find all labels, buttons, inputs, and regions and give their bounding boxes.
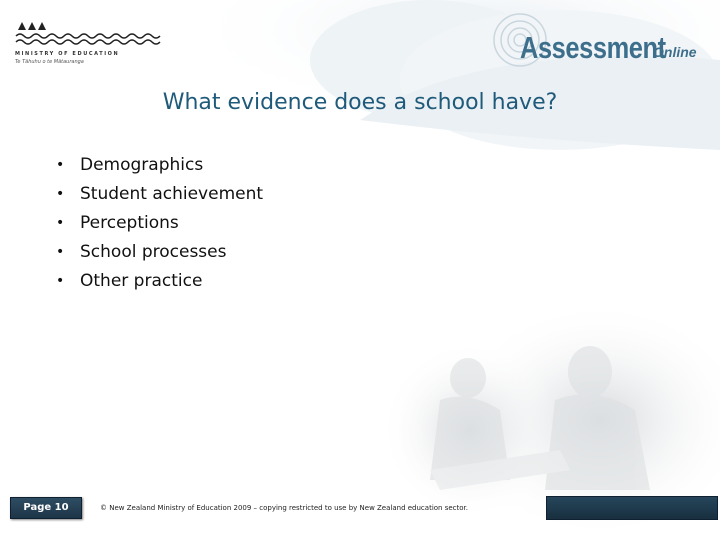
bullet-text: School processes <box>80 242 227 262</box>
bullet-item <box>50 267 263 296</box>
bullet-text: Student achievement <box>80 184 264 204</box>
bullet-item <box>50 180 263 209</box>
bullet-icon: • <box>56 186 65 202</box>
bullet-item <box>50 209 263 238</box>
bullet-text: Perceptions <box>80 213 179 233</box>
bullet-text: Demographics <box>80 155 204 175</box>
page-number-badge: Page 10 <box>10 497 82 519</box>
ministry-name: MINISTRY OF EDUCATION <box>15 51 120 57</box>
ministry-subtitle: Te Tāhuhu o te Mātauranga <box>15 59 84 65</box>
bullet-item <box>50 238 263 267</box>
bullet-icon: • <box>56 244 65 260</box>
bullet-icon: • <box>56 215 65 231</box>
bullet-icon: • <box>56 273 65 289</box>
brand-main-text: Assessment <box>520 30 666 65</box>
slide-title: What evidence does a school have? <box>162 90 558 115</box>
bullet-item <box>50 151 263 180</box>
bullet-list <box>50 151 263 296</box>
copyright-notice: © New Zealand Ministry of Education 2009 – copying restricted to use by New Zealand education sector. <box>100 504 468 512</box>
brand-sub-text: Online <box>653 44 697 60</box>
bullet-text: Other practice <box>80 271 203 291</box>
bullet-icon: • <box>56 157 65 173</box>
footer-decor-box <box>546 496 718 520</box>
assessment-online-logo <box>520 30 698 66</box>
